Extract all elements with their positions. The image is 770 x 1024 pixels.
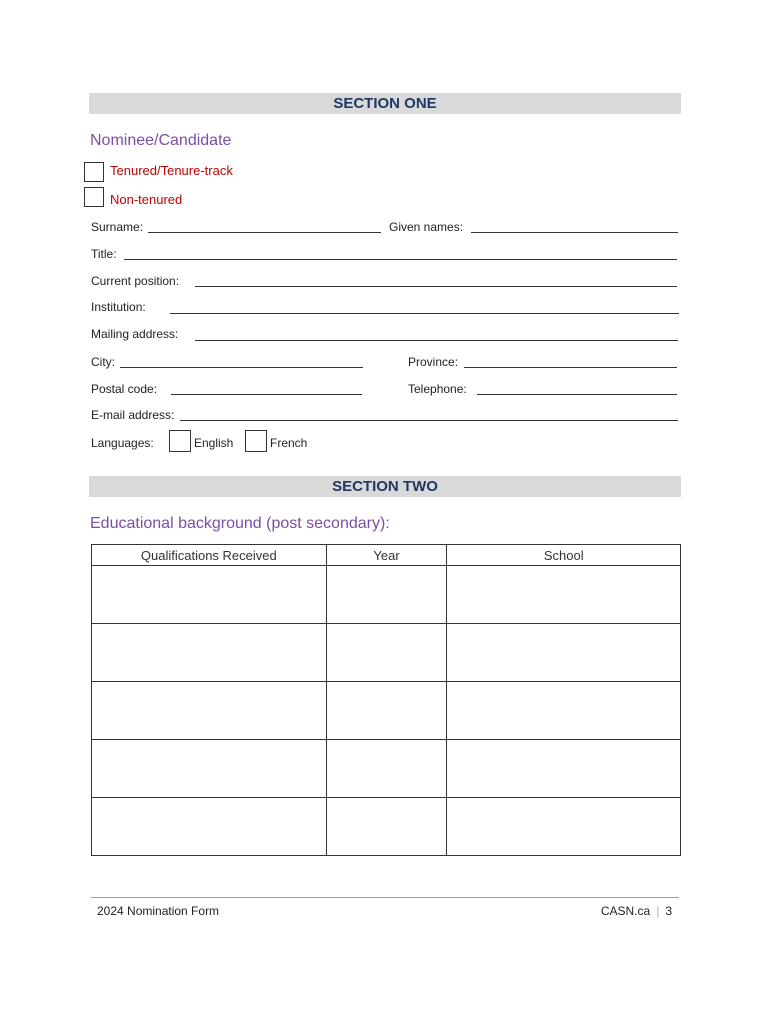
- footer-form-title: 2024 Nomination Form: [97, 904, 220, 918]
- year-cell[interactable]: [326, 624, 447, 682]
- table-row: [92, 740, 681, 798]
- institution-field[interactable]: [170, 313, 679, 314]
- mailing-address-label: Mailing address:: [91, 327, 179, 341]
- qualification-cell[interactable]: [92, 740, 327, 798]
- telephone-field[interactable]: [477, 394, 677, 395]
- current-position-label: Current position:: [91, 274, 180, 288]
- city-field[interactable]: [120, 367, 363, 368]
- school-cell[interactable]: [447, 566, 681, 624]
- languages-label: Languages:: [91, 436, 154, 450]
- school-cell[interactable]: [447, 682, 681, 740]
- footer-separator: |: [656, 904, 660, 918]
- year-cell[interactable]: [326, 798, 447, 856]
- column-school: School: [447, 545, 681, 566]
- city-label: City:: [91, 355, 115, 369]
- postal-code-label: Postal code:: [91, 382, 158, 396]
- footer-page-info: [601, 904, 672, 918]
- table-header-row: [92, 545, 681, 566]
- email-field[interactable]: [180, 420, 678, 421]
- tenured-label: Tenured/Tenure-track: [110, 163, 233, 178]
- qualification-cell[interactable]: [92, 682, 327, 740]
- table-row: [92, 624, 681, 682]
- year-cell[interactable]: [326, 740, 447, 798]
- footer-divider: [91, 897, 679, 898]
- institution-label: Institution:: [91, 300, 146, 314]
- table-row: [92, 798, 681, 856]
- telephone-label: Telephone:: [408, 382, 467, 396]
- school-cell[interactable]: [447, 798, 681, 856]
- province-label: Province:: [408, 355, 459, 369]
- qualification-cell[interactable]: [92, 624, 327, 682]
- surname-label: Surname:: [91, 220, 144, 234]
- school-cell[interactable]: [447, 624, 681, 682]
- school-cell[interactable]: [447, 740, 681, 798]
- education-table: [91, 544, 681, 856]
- english-label: English: [194, 436, 234, 450]
- table-row: [92, 566, 681, 624]
- french-label: French: [270, 436, 308, 450]
- year-cell[interactable]: [326, 566, 447, 624]
- title-label: Title:: [91, 247, 117, 261]
- given-names-field[interactable]: [471, 232, 678, 233]
- year-cell[interactable]: [326, 682, 447, 740]
- title-field[interactable]: [124, 259, 677, 260]
- section-one-header: SECTION ONE: [89, 93, 681, 114]
- given-names-label: Given names:: [389, 220, 464, 234]
- table-row: [92, 682, 681, 740]
- current-position-field[interactable]: [195, 286, 677, 287]
- qualification-cell[interactable]: [92, 566, 327, 624]
- non-tenured-label: Non-tenured: [110, 192, 183, 207]
- non-tenured-checkbox[interactable]: [84, 187, 104, 207]
- column-year: Year: [326, 545, 447, 566]
- section-two-header: SECTION TWO: [89, 476, 681, 497]
- english-checkbox[interactable]: [169, 430, 191, 452]
- footer-page-number: 3: [665, 904, 672, 918]
- province-field[interactable]: [464, 367, 677, 368]
- surname-field[interactable]: [148, 232, 381, 233]
- tenured-checkbox[interactable]: [84, 162, 104, 182]
- nominee-heading: Nominee/Candidate: [90, 132, 232, 149]
- postal-code-field[interactable]: [171, 394, 362, 395]
- column-qualifications: Qualifications Received: [92, 545, 327, 566]
- french-checkbox[interactable]: [245, 430, 267, 452]
- email-label: E-mail address:: [91, 408, 175, 422]
- mailing-address-field[interactable]: [195, 340, 678, 341]
- footer-site: CASN.ca: [600, 904, 651, 918]
- education-heading: Educational background (post secondary):: [90, 515, 390, 532]
- qualification-cell[interactable]: [92, 798, 327, 856]
